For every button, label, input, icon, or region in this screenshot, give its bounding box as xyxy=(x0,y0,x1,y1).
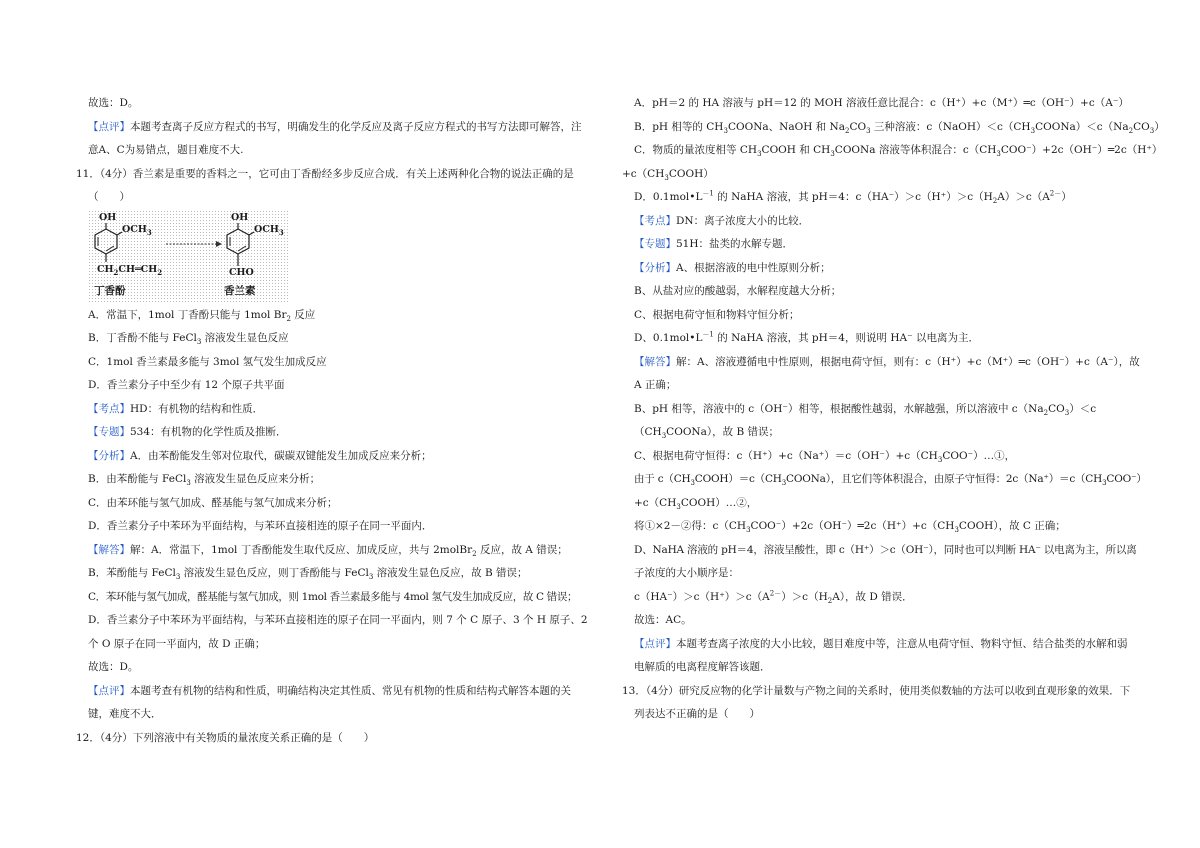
text-line: 故选：D。 xyxy=(88,97,139,109)
text-line: $c(HA^-)>c(H^+)>c(A^{2-})>c(H_2A)$，故 D 错误． xyxy=(634,589,913,605)
option-a: A．pH＝2 的 HA 溶液与 pH＝12 的 MOH 溶液任意比混合：c（H⁺）+c（M⁺）═c（OH⁻）+c（A⁻） xyxy=(634,97,1129,109)
text-line: A 正确； xyxy=(634,379,677,391)
option-a: A．常温下，1mol 丁香酚只能与 1mol $Br_2$ 反应 xyxy=(88,308,316,323)
allyl-label: $CH_2CH═CH_2$ xyxy=(97,263,163,277)
oh-label: OH xyxy=(99,211,117,223)
compound-name-eugenol: 丁香酚 xyxy=(94,284,126,297)
text-line: 【解答】解：A、溶液遵循电中性原则，根据电荷守恒，则有：c（H⁺）+c（M⁺）═c（OH⁻）+c（A⁻），故 xyxy=(634,355,1140,368)
oh-label: OH xyxy=(231,211,249,223)
text-line: 意A、C为易错点，题目难度不大. xyxy=(88,144,244,156)
text-line: $+c(CH_3COOH)\dots ②$， xyxy=(634,496,758,511)
text-line: （ ） xyxy=(88,191,130,203)
text-line: D．香兰素分子中苯环为平面结构，与苯环直接相连的原子在同一平面内，则 7 个 C 原子、3 个 H 原子、2 xyxy=(88,614,588,626)
question-13: 13．（4分）研究反应物的化学计量数与产物之间的关系时，使用类似数轴的方法可以收到直观形象的效果．下 xyxy=(622,684,1131,697)
text-line: D、NaHA 溶液的 pH＝4，溶液呈酸性，即 c（H⁺）＞c（OH⁻），同时也可以判断 HA⁻ 以电离为主，所以离 xyxy=(634,543,1137,556)
text-line: 【专题】534：有机物的化学性质及推断． xyxy=(88,426,287,438)
text-line: D、$0.1mol•L^{-1}$ 的 NaHA 溶液，其 pH＝4，则说明 HA⁻ 以电离为主． xyxy=(634,330,979,344)
text-line: 【解答】解：A．常温下，1mol 丁香酚能发生取代反应、加成反应，共与 2molBr$_2$ 反应，故 A 错误； xyxy=(88,543,568,558)
text-line: 【点评】本题考查离子反应方程式的书写，明确发生的化学反应及离子反应方程式的书写方法即可解答，注 xyxy=(88,120,582,133)
text-line: 故选：D。 xyxy=(88,661,139,673)
text-line: B、从盐对应的酸越弱，水解程度越大分析； xyxy=(634,285,842,297)
methoxy-label: $OCH_3$ xyxy=(122,223,152,237)
option-d: D．香兰素分子中至少有 12 个原子共平面 xyxy=(88,379,285,391)
text-line: C．由苯环能与氢气加成、醛基能与氢气加成来分析； xyxy=(88,496,338,509)
text-line: B、pH 相等，溶液中的 c（OH⁻）相等，根据酸性越弱，水解越强，所以溶液中 $c(Na_2CO_3)<c$ xyxy=(634,402,1097,417)
reaction-figure xyxy=(88,210,594,304)
text-line: 【考点】DN：离子浓度大小的比较． xyxy=(634,214,810,227)
text-line: 将①×2－②得：$c(CH_3COO^-)+2c(OH^-)═2c(H^+)+c(CH_3COOH)$，故 C 正确； xyxy=(634,520,1066,535)
text-line: 【分析】A、根据溶液的电中性原则分析； xyxy=(634,261,831,274)
text-line: 【点评】本题考查有机物的结构和性质，明确结构决定其性质、常见有机物的性质和结构式解答本题的关 xyxy=(88,684,571,697)
text-line: C．苯环能与氢气加成，醛基能与氢气加成，则 1mol 香兰素最多能与 4mol 氢气发生加成反应，故 C 错误； xyxy=(88,590,578,603)
text-line: $+c(CH_3COOH)$ xyxy=(622,167,714,182)
option-d: D．$0.1mol•L^{-1}$ 的 NaHA 溶液，其 pH＝4：$c(HA^-)>c(H^+)>c(H_2A)>c(A^{2-})$ xyxy=(634,189,1072,206)
text-line: 列表达不正确的是（ ） xyxy=(634,708,760,720)
compound-name-vanillin: 香兰素 xyxy=(224,284,256,297)
option-b: B．pH 相等的 $CH_3COONa$、NaOH 和 $Na_2CO_3$ 三种溶液：$c(NaOH)<c(CH_3COONa)<c(Na_2CO_3)$ xyxy=(634,120,1165,135)
text-line: 【专题】51H：盐类的水解专题． xyxy=(634,238,794,250)
question-11: 11．（4分）香兰素是重要的香料之一，它可由丁香酚经多步反应合成．有关上述两种化合物的说法正确的是 xyxy=(76,167,574,180)
text-line: 键，难度不大． xyxy=(88,708,162,720)
right-column xyxy=(622,92,1165,727)
text-line: 【点评】本题考查离子浓度的大小比较，题目难度中等，注意从电荷守恒、物料守恒、结合盐类的水解和弱 xyxy=(634,637,1128,650)
option-c: C．1mol 香兰素最多能与 3mol 氢气发生加成反应 xyxy=(88,355,327,368)
option-b: B．丁香酚不能与 FeCl$_3$ 溶液发生显色反应 xyxy=(88,332,289,347)
left-column xyxy=(76,92,594,750)
question-12: 12．（4分）下列溶液中有关物质的量浓度关系正确的是（ ） xyxy=(76,731,375,744)
text-line: 【分析】A．由苯酚能发生邻对位取代，碳碳双键能发生加成反应来分析； xyxy=(88,449,432,462)
text-line: 电解质的电离程度解答该题． xyxy=(634,661,771,673)
text-line: B．由苯酚能与 FeCl$_3$ 溶液发生显色反应来分析； xyxy=(88,473,321,488)
text-line: 由于 $c(CH_3COOH)=c(CH_3COONa)$，且它们等体积混合，由原子守恒得：$2c(Na^+)=c(CH_3COO^-)$ xyxy=(634,473,1147,488)
text-line: 故选：AC。 xyxy=(634,614,692,626)
text-line: D．香兰素分子中苯环为平面结构，与苯环直接相连的原子在同一平面内． xyxy=(88,520,433,532)
text-line: $(CH_3COONa)$，故 B 错误； xyxy=(634,426,780,441)
text-line: C、根据电荷守恒和物料守恒分析； xyxy=(634,308,800,321)
text-line: B．苯酚能与 FeCl$_3$ 溶液发生显色反应，则丁香酚能与 FeCl$_3$ 溶液发生显色反应，故 B 错误； xyxy=(88,567,528,582)
methoxy-label: $OCH_3$ xyxy=(254,223,284,237)
option-c: C．物质的量浓度相等 $CH_3COOH$ 和 $CH_3COONa$ 溶液等体积混合：$c(CH_3COO^-)+2c(OH^-)═2c(H^+)$ xyxy=(634,144,1163,159)
aldehyde-label: CHO xyxy=(229,266,254,278)
text-line: 子浓度的大小顺序是： xyxy=(634,567,739,579)
text-line: 【考点】HD：有机物的结构和性质． xyxy=(88,402,264,415)
comment-tag: 【点评】 xyxy=(88,120,130,133)
text-line: 个 O 原子在同一平面内，故 D 正确； xyxy=(88,637,266,650)
text-line: C、根据电荷守恒得：$c(H^+)+c(Na^+)=c(OH^-)+c(CH_3COO^-)\dots ①$， xyxy=(634,449,1016,464)
